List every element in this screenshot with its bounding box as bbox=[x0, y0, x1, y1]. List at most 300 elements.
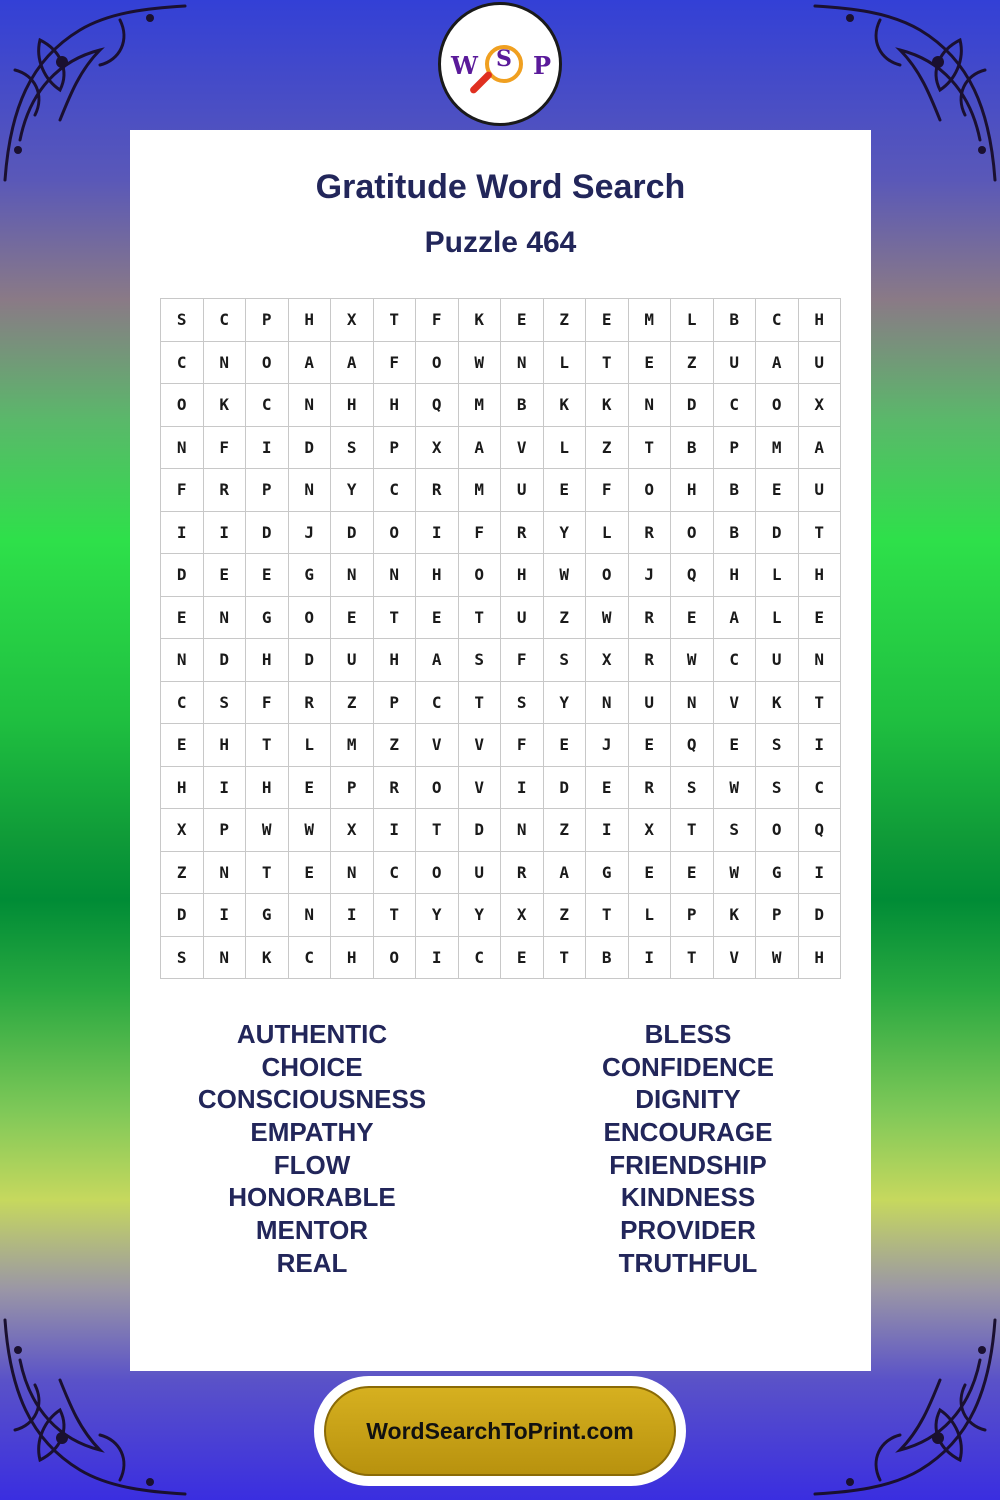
grid-cell[interactable]: W bbox=[288, 809, 331, 852]
grid-cell[interactable]: C bbox=[713, 639, 756, 682]
footer-link-frame bbox=[314, 1376, 686, 1486]
grid-row bbox=[161, 851, 841, 894]
grid-cell[interactable]: E bbox=[586, 766, 629, 809]
grid-cell[interactable]: S bbox=[713, 809, 756, 852]
word-list-item: FRIENDSHIP bbox=[609, 1149, 767, 1180]
grid-cell[interactable]: H bbox=[246, 766, 289, 809]
grid-cell[interactable]: S bbox=[331, 426, 374, 469]
grid-cell[interactable]: E bbox=[203, 554, 246, 597]
grid-cell[interactable]: Z bbox=[161, 851, 204, 894]
word-list-item: PROVIDER bbox=[620, 1215, 756, 1246]
word-list-item: KINDNESS bbox=[620, 1182, 756, 1213]
grid-cell[interactable]: W bbox=[713, 766, 756, 809]
grid-cell[interactable]: H bbox=[416, 554, 459, 597]
grid-cell[interactable]: V bbox=[458, 724, 501, 767]
grid-cell[interactable]: W bbox=[586, 596, 629, 639]
grid-cell[interactable]: B bbox=[713, 511, 756, 554]
grid-cell[interactable]: I bbox=[246, 426, 289, 469]
grid-row bbox=[161, 766, 841, 809]
grid-cell[interactable]: D bbox=[756, 511, 799, 554]
puzzle-panel bbox=[130, 130, 871, 1371]
grid-cell[interactable]: E bbox=[628, 724, 671, 767]
grid-row bbox=[161, 681, 841, 724]
grid-cell[interactable]: L bbox=[288, 724, 331, 767]
grid-cell[interactable]: R bbox=[416, 469, 459, 512]
grid-cell[interactable]: Y bbox=[543, 681, 586, 724]
grid-cell[interactable]: K bbox=[713, 894, 756, 937]
grid-cell[interactable]: T bbox=[373, 894, 416, 937]
grid-cell[interactable]: O bbox=[288, 596, 331, 639]
grid-cell[interactable]: N bbox=[288, 894, 331, 937]
grid-cell[interactable]: D bbox=[458, 809, 501, 852]
word-list-left bbox=[147, 1018, 477, 1280]
logo-letter-s: S bbox=[496, 46, 512, 72]
grid-cell[interactable]: L bbox=[628, 894, 671, 937]
logo-letter-p: P bbox=[533, 51, 552, 80]
grid-cell[interactable]: J bbox=[628, 554, 671, 597]
grid-cell[interactable]: H bbox=[373, 639, 416, 682]
grid-cell[interactable]: H bbox=[203, 724, 246, 767]
grid-cell[interactable]: V bbox=[458, 766, 501, 809]
word-list-item: BLESS bbox=[644, 1019, 732, 1049]
grid-cell[interactable]: C bbox=[161, 681, 204, 724]
puzzle-number: Puzzle 464 bbox=[424, 226, 577, 259]
grid-row bbox=[161, 299, 841, 342]
grid-row bbox=[161, 511, 841, 554]
grid-cell[interactable]: H bbox=[671, 469, 714, 512]
grid-cell[interactable]: X bbox=[501, 894, 544, 937]
grid-cell[interactable]: M bbox=[458, 384, 501, 427]
grid-cell[interactable]: E bbox=[756, 469, 799, 512]
grid-cell[interactable]: M bbox=[756, 426, 799, 469]
grid-cell[interactable]: I bbox=[331, 894, 374, 937]
word-list-item: TRUTHFUL bbox=[618, 1247, 758, 1278]
word-list-item: CONSCIOUSNESS bbox=[197, 1084, 427, 1115]
word-list-item: ENCOURAGE bbox=[603, 1117, 773, 1148]
grid-cell[interactable]: N bbox=[203, 596, 246, 639]
grid-cell[interactable]: I bbox=[203, 766, 246, 809]
grid-cell[interactable]: A bbox=[543, 851, 586, 894]
grid-cell[interactable]: T bbox=[458, 681, 501, 724]
grid-cell[interactable]: C bbox=[416, 681, 459, 724]
grid-cell[interactable]: L bbox=[543, 341, 586, 384]
grid-row bbox=[161, 809, 841, 852]
grid-cell[interactable]: W bbox=[671, 639, 714, 682]
grid-cell[interactable]: Y bbox=[458, 894, 501, 937]
grid-cell[interactable]: X bbox=[416, 426, 459, 469]
grid-cell[interactable]: A bbox=[416, 639, 459, 682]
grid-cell[interactable]: O bbox=[373, 936, 416, 979]
grid-cell[interactable]: D bbox=[288, 639, 331, 682]
grid-cell[interactable]: R bbox=[501, 511, 544, 554]
grid-cell[interactable]: Z bbox=[331, 681, 374, 724]
grid-cell[interactable]: P bbox=[713, 426, 756, 469]
grid-cell[interactable]: U bbox=[331, 639, 374, 682]
grid-row bbox=[161, 639, 841, 682]
grid-cell[interactable]: H bbox=[798, 299, 841, 342]
grid-cell[interactable]: N bbox=[671, 681, 714, 724]
grid-cell[interactable]: C bbox=[161, 341, 204, 384]
grid-cell[interactable]: O bbox=[416, 851, 459, 894]
grid-cell[interactable]: E bbox=[671, 596, 714, 639]
grid-cell[interactable]: C bbox=[373, 469, 416, 512]
grid-cell[interactable]: F bbox=[416, 299, 459, 342]
grid-cell[interactable]: K bbox=[246, 936, 289, 979]
grid-cell[interactable]: A bbox=[288, 341, 331, 384]
grid-cell[interactable]: T bbox=[543, 936, 586, 979]
grid-cell[interactable]: E bbox=[671, 851, 714, 894]
grid-cell[interactable]: T bbox=[246, 724, 289, 767]
grid-cell[interactable]: T bbox=[373, 596, 416, 639]
grid-cell[interactable]: I bbox=[798, 851, 841, 894]
grid-cell[interactable]: G bbox=[756, 851, 799, 894]
grid-row bbox=[161, 894, 841, 937]
grid-cell[interactable]: C bbox=[458, 936, 501, 979]
grid-cell[interactable]: F bbox=[203, 426, 246, 469]
grid-row bbox=[161, 469, 841, 512]
grid-cell[interactable]: N bbox=[628, 384, 671, 427]
grid-cell[interactable]: Z bbox=[373, 724, 416, 767]
grid-cell[interactable]: M bbox=[331, 724, 374, 767]
grid-cell[interactable]: A bbox=[331, 341, 374, 384]
grid-cell[interactable]: A bbox=[458, 426, 501, 469]
grid-cell[interactable]: E bbox=[501, 299, 544, 342]
grid-cell[interactable]: E bbox=[798, 596, 841, 639]
grid-cell[interactable]: P bbox=[756, 894, 799, 937]
grid-cell[interactable]: Y bbox=[416, 894, 459, 937]
grid-cell[interactable]: G bbox=[246, 894, 289, 937]
grid-cell[interactable]: A bbox=[756, 341, 799, 384]
grid-cell[interactable]: O bbox=[756, 809, 799, 852]
grid-cell[interactable]: D bbox=[203, 639, 246, 682]
grid-cell[interactable]: Y bbox=[543, 511, 586, 554]
grid-row bbox=[161, 554, 841, 597]
grid-cell[interactable]: I bbox=[373, 809, 416, 852]
word-list-item: CONFIDENCE bbox=[602, 1051, 774, 1082]
grid-cell[interactable]: L bbox=[756, 596, 799, 639]
grid-cell[interactable]: P bbox=[246, 469, 289, 512]
grid-cell[interactable]: H bbox=[288, 299, 331, 342]
grid-cell[interactable]: P bbox=[203, 809, 246, 852]
grid-cell[interactable]: R bbox=[628, 639, 671, 682]
grid-cell[interactable]: H bbox=[798, 936, 841, 979]
grid-cell[interactable]: E bbox=[161, 724, 204, 767]
grid-cell[interactable]: N bbox=[203, 341, 246, 384]
grid-cell[interactable]: L bbox=[586, 511, 629, 554]
grid-cell[interactable]: G bbox=[288, 554, 331, 597]
grid-cell[interactable]: T bbox=[586, 341, 629, 384]
letter-grid bbox=[160, 298, 841, 979]
grid-cell[interactable]: D bbox=[671, 384, 714, 427]
grid-cell[interactable]: H bbox=[713, 554, 756, 597]
grid-cell[interactable]: M bbox=[628, 299, 671, 342]
grid-cell[interactable]: H bbox=[331, 384, 374, 427]
grid-cell[interactable]: Z bbox=[586, 426, 629, 469]
grid-cell[interactable]: W bbox=[246, 809, 289, 852]
grid-cell[interactable]: Q bbox=[798, 809, 841, 852]
grid-cell[interactable]: T bbox=[373, 299, 416, 342]
grid-cell[interactable]: N bbox=[161, 426, 204, 469]
grid-cell[interactable]: C bbox=[756, 299, 799, 342]
grid-cell[interactable]: L bbox=[671, 299, 714, 342]
grid-cell[interactable]: H bbox=[246, 639, 289, 682]
grid-cell[interactable]: K bbox=[586, 384, 629, 427]
website-link-button[interactable]: WordSearchToPrint.com bbox=[324, 1386, 676, 1476]
grid-cell[interactable]: I bbox=[501, 766, 544, 809]
grid-cell[interactable]: F bbox=[458, 511, 501, 554]
word-list-item: AUTHENTIC bbox=[236, 1019, 388, 1049]
grid-cell[interactable]: Y bbox=[331, 469, 374, 512]
grid-cell[interactable]: X bbox=[331, 299, 374, 342]
word-list-item: MENTOR bbox=[255, 1215, 369, 1246]
grid-cell[interactable]: E bbox=[246, 554, 289, 597]
grid-cell[interactable]: O bbox=[586, 554, 629, 597]
grid-cell[interactable]: I bbox=[416, 511, 459, 554]
grid-cell[interactable]: U bbox=[756, 639, 799, 682]
grid-cell[interactable]: B bbox=[586, 936, 629, 979]
grid-cell[interactable]: E bbox=[501, 936, 544, 979]
grid-cell[interactable]: D bbox=[161, 894, 204, 937]
grid-cell[interactable]: U bbox=[458, 851, 501, 894]
grid-cell[interactable]: Q bbox=[671, 724, 714, 767]
grid-cell[interactable]: O bbox=[161, 384, 204, 427]
grid-cell[interactable]: O bbox=[756, 384, 799, 427]
grid-cell[interactable]: I bbox=[798, 724, 841, 767]
grid-cell[interactable]: U bbox=[798, 469, 841, 512]
grid-cell[interactable]: Q bbox=[416, 384, 459, 427]
grid-cell[interactable]: E bbox=[288, 851, 331, 894]
grid-cell[interactable]: W bbox=[543, 554, 586, 597]
grid-cell[interactable]: A bbox=[798, 426, 841, 469]
grid-cell[interactable]: S bbox=[671, 766, 714, 809]
grid-cell[interactable]: O bbox=[416, 766, 459, 809]
grid-cell[interactable]: N bbox=[373, 554, 416, 597]
grid-cell[interactable]: C bbox=[713, 384, 756, 427]
grid-cell[interactable]: S bbox=[203, 681, 246, 724]
word-list-item: REAL bbox=[276, 1247, 348, 1278]
grid-cell[interactable]: J bbox=[586, 724, 629, 767]
grid-cell[interactable]: R bbox=[628, 511, 671, 554]
grid-cell[interactable]: E bbox=[416, 596, 459, 639]
grid-cell[interactable]: N bbox=[288, 469, 331, 512]
grid-cell[interactable]: P bbox=[373, 426, 416, 469]
grid-cell[interactable]: U bbox=[798, 341, 841, 384]
grid-cell[interactable]: F bbox=[501, 724, 544, 767]
grid-cell[interactable]: L bbox=[543, 426, 586, 469]
grid-cell[interactable]: S bbox=[756, 766, 799, 809]
grid-cell[interactable]: R bbox=[628, 766, 671, 809]
grid-cell[interactable]: H bbox=[331, 936, 374, 979]
grid-row bbox=[161, 936, 841, 979]
grid-cell[interactable]: W bbox=[713, 851, 756, 894]
grid-cell[interactable]: G bbox=[246, 596, 289, 639]
word-list-item: HONORABLE bbox=[228, 1182, 396, 1213]
grid-cell[interactable]: N bbox=[203, 851, 246, 894]
grid-cell[interactable]: I bbox=[586, 809, 629, 852]
grid-cell[interactable]: T bbox=[628, 426, 671, 469]
grid-cell[interactable]: D bbox=[246, 511, 289, 554]
grid-cell[interactable]: X bbox=[331, 809, 374, 852]
grid-cell[interactable]: C bbox=[246, 384, 289, 427]
grid-row bbox=[161, 596, 841, 639]
grid-cell[interactable]: X bbox=[586, 639, 629, 682]
grid-cell[interactable]: N bbox=[331, 851, 374, 894]
grid-cell[interactable]: V bbox=[713, 936, 756, 979]
grid-cell[interactable]: S bbox=[501, 681, 544, 724]
grid-cell[interactable]: O bbox=[458, 554, 501, 597]
grid-cell[interactable]: R bbox=[501, 851, 544, 894]
grid-cell[interactable]: Z bbox=[543, 596, 586, 639]
grid-cell[interactable]: R bbox=[628, 596, 671, 639]
grid-cell[interactable]: E bbox=[628, 851, 671, 894]
grid-cell[interactable]: N bbox=[586, 681, 629, 724]
grid-cell[interactable]: F bbox=[501, 639, 544, 682]
grid-cell[interactable]: U bbox=[501, 596, 544, 639]
grid-cell[interactable]: R bbox=[373, 766, 416, 809]
grid-cell[interactable]: K bbox=[203, 384, 246, 427]
grid-cell[interactable]: N bbox=[798, 639, 841, 682]
grid-cell[interactable]: K bbox=[756, 681, 799, 724]
grid-cell[interactable]: I bbox=[416, 936, 459, 979]
grid-cell[interactable]: T bbox=[246, 851, 289, 894]
word-list-item: FLOW bbox=[273, 1149, 351, 1180]
grid-cell[interactable]: C bbox=[203, 299, 246, 342]
grid-cell[interactable]: A bbox=[713, 596, 756, 639]
grid-cell[interactable]: W bbox=[458, 341, 501, 384]
grid-row bbox=[161, 724, 841, 767]
grid-cell[interactable]: B bbox=[713, 469, 756, 512]
grid-cell[interactable]: S bbox=[458, 639, 501, 682]
grid-cell[interactable]: O bbox=[416, 341, 459, 384]
grid-cell[interactable]: V bbox=[501, 426, 544, 469]
grid-cell[interactable]: S bbox=[161, 299, 204, 342]
grid-cell[interactable]: U bbox=[628, 681, 671, 724]
grid-cell[interactable]: S bbox=[543, 639, 586, 682]
grid-cell[interactable]: L bbox=[756, 554, 799, 597]
grid-cell[interactable]: V bbox=[416, 724, 459, 767]
grid-cell[interactable]: V bbox=[713, 681, 756, 724]
grid-cell[interactable]: C bbox=[288, 936, 331, 979]
grid-cell[interactable]: H bbox=[798, 554, 841, 597]
grid-cell[interactable]: I bbox=[203, 511, 246, 554]
grid-cell[interactable]: U bbox=[501, 469, 544, 512]
grid-cell[interactable]: P bbox=[246, 299, 289, 342]
grid-cell[interactable]: P bbox=[671, 894, 714, 937]
grid-cell[interactable]: U bbox=[713, 341, 756, 384]
grid-cell[interactable]: H bbox=[501, 554, 544, 597]
grid-cell[interactable]: P bbox=[373, 681, 416, 724]
grid-cell[interactable]: X bbox=[161, 809, 204, 852]
word-list-item: DIGNITY bbox=[635, 1084, 741, 1115]
grid-cell[interactable]: G bbox=[586, 851, 629, 894]
grid-cell[interactable]: I bbox=[203, 894, 246, 937]
grid-cell[interactable]: K bbox=[543, 384, 586, 427]
grid-cell[interactable]: N bbox=[331, 554, 374, 597]
grid-cell[interactable]: B bbox=[671, 426, 714, 469]
grid-cell[interactable]: H bbox=[161, 766, 204, 809]
word-list-item: EMPATHY bbox=[250, 1117, 374, 1148]
grid-row bbox=[161, 426, 841, 469]
grid-cell[interactable]: T bbox=[798, 681, 841, 724]
grid-row bbox=[161, 341, 841, 384]
grid-cell[interactable]: E bbox=[161, 596, 204, 639]
grid-cell[interactable]: Z bbox=[543, 299, 586, 342]
grid-cell[interactable]: T bbox=[416, 809, 459, 852]
grid-cell[interactable]: D bbox=[161, 554, 204, 597]
grid-cell[interactable]: S bbox=[161, 936, 204, 979]
grid-cell[interactable]: N bbox=[288, 384, 331, 427]
grid-cell[interactable]: N bbox=[501, 809, 544, 852]
grid-cell[interactable]: D bbox=[798, 894, 841, 937]
grid-cell[interactable]: B bbox=[501, 384, 544, 427]
grid-cell[interactable]: N bbox=[203, 936, 246, 979]
grid-cell[interactable]: Q bbox=[671, 554, 714, 597]
grid-cell[interactable]: I bbox=[161, 511, 204, 554]
grid-cell[interactable]: T bbox=[798, 511, 841, 554]
grid-cell[interactable]: E bbox=[713, 724, 756, 767]
grid-cell[interactable]: E bbox=[628, 341, 671, 384]
grid-cell[interactable]: O bbox=[373, 511, 416, 554]
grid-row bbox=[161, 384, 841, 427]
grid-cell[interactable]: F bbox=[161, 469, 204, 512]
grid-cell[interactable]: R bbox=[288, 681, 331, 724]
grid-cell[interactable]: T bbox=[671, 809, 714, 852]
grid-cell[interactable]: T bbox=[586, 894, 629, 937]
grid-cell[interactable]: J bbox=[288, 511, 331, 554]
grid-cell[interactable]: Z bbox=[543, 894, 586, 937]
grid-cell[interactable]: K bbox=[458, 299, 501, 342]
logo-letter-w: W bbox=[451, 51, 478, 80]
grid-cell[interactable]: W bbox=[756, 936, 799, 979]
grid-cell[interactable]: Z bbox=[543, 809, 586, 852]
grid-cell[interactable]: D bbox=[288, 426, 331, 469]
grid-cell[interactable]: O bbox=[628, 469, 671, 512]
page-title: Gratitude Word Search bbox=[315, 168, 686, 206]
grid-cell[interactable]: X bbox=[628, 809, 671, 852]
grid-cell[interactable]: B bbox=[713, 299, 756, 342]
grid-cell[interactable]: T bbox=[671, 936, 714, 979]
grid-cell[interactable]: F bbox=[586, 469, 629, 512]
grid-cell[interactable]: I bbox=[628, 936, 671, 979]
grid-cell[interactable]: M bbox=[458, 469, 501, 512]
grid-cell[interactable]: H bbox=[373, 384, 416, 427]
grid-cell[interactable]: F bbox=[246, 681, 289, 724]
grid-cell[interactable]: E bbox=[288, 766, 331, 809]
grid-cell[interactable]: T bbox=[458, 596, 501, 639]
grid-cell[interactable]: D bbox=[543, 766, 586, 809]
grid-cell[interactable]: S bbox=[756, 724, 799, 767]
grid-cell[interactable]: E bbox=[586, 299, 629, 342]
word-list-right bbox=[523, 1018, 853, 1280]
grid-cell[interactable]: E bbox=[543, 469, 586, 512]
grid-cell[interactable]: C bbox=[798, 766, 841, 809]
grid-cell[interactable]: Z bbox=[671, 341, 714, 384]
grid-cell[interactable]: P bbox=[331, 766, 374, 809]
grid-cell[interactable]: N bbox=[501, 341, 544, 384]
wsp-logo[interactable] bbox=[438, 2, 562, 126]
grid-cell[interactable]: C bbox=[373, 851, 416, 894]
word-list-item: CHOICE bbox=[261, 1051, 363, 1082]
grid-cell[interactable]: E bbox=[543, 724, 586, 767]
grid-cell[interactable]: O bbox=[246, 341, 289, 384]
grid-cell[interactable]: F bbox=[373, 341, 416, 384]
grid-cell[interactable]: R bbox=[203, 469, 246, 512]
grid-cell[interactable]: X bbox=[798, 384, 841, 427]
grid-cell[interactable]: O bbox=[671, 511, 714, 554]
grid-cell[interactable]: E bbox=[331, 596, 374, 639]
grid-cell[interactable]: D bbox=[331, 511, 374, 554]
grid-cell[interactable]: N bbox=[161, 639, 204, 682]
